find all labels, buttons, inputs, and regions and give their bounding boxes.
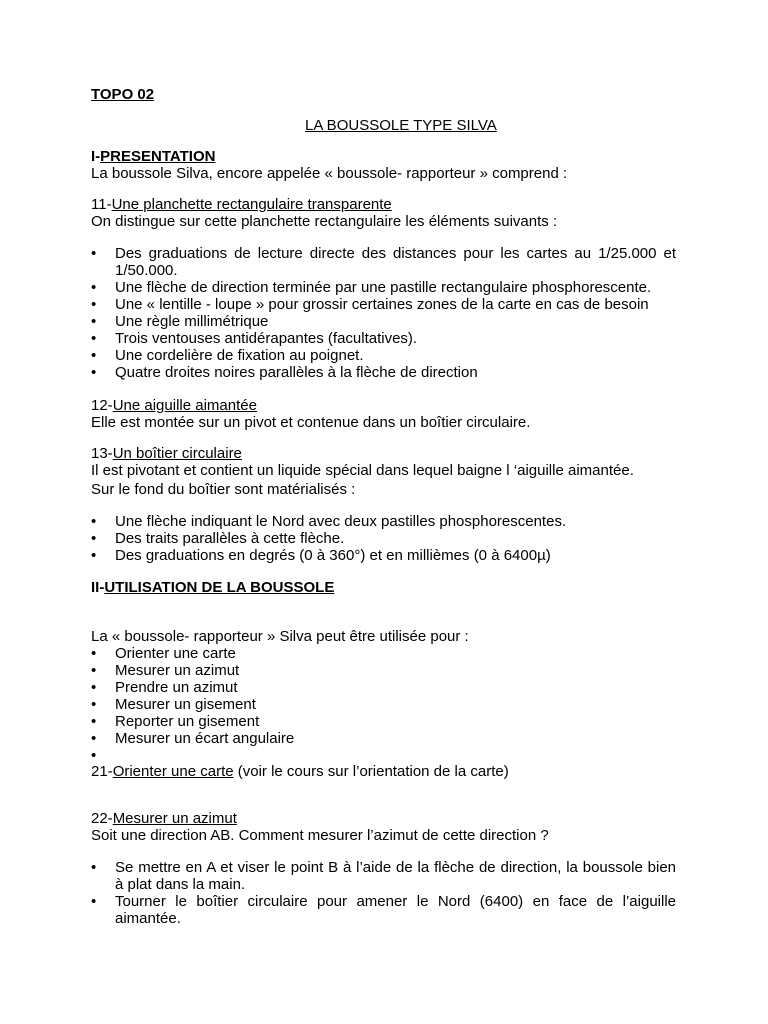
doc-subtitle: LA BOUSSOLE TYPE SILVA	[305, 117, 497, 134]
list-item: • Une « lentille - loupe » pour grossir certaines zones de la carte en cas de besoin	[91, 296, 676, 313]
part12-heading	[91, 397, 257, 414]
part21-line	[91, 763, 509, 780]
list-item: • Trois ventouses antidérapantes (facultatives).	[91, 330, 676, 347]
part11-intro: On distingue sur cette planchette rectangulaire les éléments suivants :	[91, 213, 558, 230]
part13-title: Un boîtier circulaire	[112, 445, 242, 462]
part21-title: Orienter une carte	[112, 763, 234, 780]
doc-title: TOPO 02	[91, 86, 155, 103]
section2-prefix: II-	[91, 579, 105, 596]
list-item	[91, 747, 676, 764]
section2-heading	[91, 579, 334, 596]
section2-list	[91, 645, 676, 764]
list-item: • Se mettre en A et viser le point B à l’aide de la flèche de direction, la boussole bien à plat dans la main.	[91, 859, 676, 893]
list-item: • Une flèche de direction terminée par une pastille rectangulaire phosphorescente.	[91, 279, 676, 296]
part13-list	[91, 513, 676, 564]
part11-list	[91, 245, 676, 381]
section1-title: PRESENTATION	[100, 148, 216, 165]
part13-heading	[91, 445, 242, 462]
list-item: • Des graduations en degrés (0 à 360°) et en millièmes (0 à 6400µ)	[91, 547, 676, 564]
part22-text: Soit une direction AB. Comment mesurer l’azimut de cette direction ?	[91, 827, 549, 844]
section1-heading	[91, 148, 215, 165]
part13-number: 13-	[91, 445, 113, 462]
part12-number: 12-	[91, 397, 113, 414]
section2-intro: La « boussole- rapporteur » Silva peut être utilisée pour :	[91, 628, 469, 645]
list-item: • Quatre droites noires parallèles à la flèche de direction	[91, 364, 676, 381]
list-item: • Mesurer un gisement	[91, 696, 676, 713]
part21-rest: (voir le cours sur l’orientation de la carte)	[233, 763, 509, 780]
part12-text: Elle est montée sur un pivot et contenue dans un boîtier circulaire.	[91, 414, 531, 431]
part13-text1: Il est pivotant et contient un liquide spécial dans lequel baigne l ‘aiguille aimantée.	[91, 462, 634, 479]
part22-title: Mesurer un azimut	[112, 810, 237, 827]
part13-text2: Sur le fond du boîtier sont matérialisés :	[91, 481, 356, 498]
list-item: • Une cordelière de fixation au poignet.	[91, 347, 676, 364]
list-item: • Une règle millimétrique	[91, 313, 676, 330]
list-item: • Reporter un gisement	[91, 713, 676, 730]
part21-number: 21-	[91, 763, 113, 780]
part22-number: 22-	[91, 810, 113, 827]
list-item: • Tourner le boîtier circulaire pour amener le Nord (6400) en face de l’aiguille aimantée.	[91, 893, 676, 927]
list-item: • Orienter une carte	[91, 645, 676, 662]
list-item: • Mesurer un écart angulaire	[91, 730, 676, 747]
part11-heading	[91, 196, 392, 213]
list-item: • Une flèche indiquant le Nord avec deux pastilles phosphorescentes.	[91, 513, 676, 530]
section1-prefix: I-	[91, 148, 101, 165]
section1-intro: La boussole Silva, encore appelée « boussole- rapporteur » comprend :	[91, 165, 568, 182]
part12-title: Une aiguille aimantée	[112, 397, 257, 414]
part11-number: 11-	[91, 196, 112, 213]
section2-title: UTILISATION DE LA BOUSSOLE	[104, 579, 335, 596]
list-item: • Prendre un azimut	[91, 679, 676, 696]
part11-title: Une planchette rectangulaire transparente	[111, 196, 392, 213]
list-item: • Des graduations de lecture directe des distances pour les cartes au 1/25.000 et 1/50.000.	[91, 245, 676, 279]
list-item: • Mesurer un azimut	[91, 662, 676, 679]
list-item: • Des traits parallèles à cette flèche.	[91, 530, 676, 547]
part22-list	[91, 859, 676, 927]
part22-heading	[91, 810, 237, 827]
